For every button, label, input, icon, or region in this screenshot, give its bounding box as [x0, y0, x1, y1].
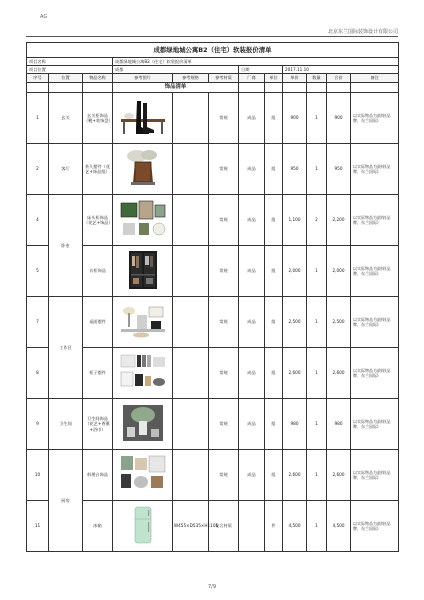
row-vendor: 成品: [239, 297, 265, 348]
row-remark: 以实际物品为最终(品牌，东兰国际): [351, 297, 399, 348]
row-vendor: 成品: [239, 246, 265, 297]
row-qty: 1: [307, 348, 327, 399]
row-location: 厨房: [49, 450, 83, 552]
col-header: 序号: [27, 74, 49, 83]
col-header: 参考规格: [173, 74, 209, 83]
row-location: 卧室: [49, 195, 83, 297]
row-item: 衣柜饰品: [83, 246, 113, 297]
row-item: 料理台饰品: [83, 450, 113, 501]
row-no: 2: [27, 144, 49, 195]
row-spec: [173, 297, 209, 348]
row-vendor: 成品: [239, 144, 265, 195]
desk-decor-image: [117, 301, 169, 341]
row-price: 2,000: [283, 246, 307, 297]
row-spec: [173, 450, 209, 501]
row-unit: 件: [265, 501, 283, 552]
page-number: 7/9: [207, 584, 217, 590]
row-image: [113, 297, 173, 348]
table-row: [27, 450, 399, 501]
row-image: [113, 93, 173, 144]
row-material: 常规: [209, 93, 239, 144]
table-row: [27, 348, 399, 399]
row-image: [113, 450, 173, 501]
row-total: 2,200: [327, 195, 351, 246]
vase-image: [117, 148, 169, 188]
row-price: 2,600: [283, 348, 307, 399]
row-unit: 组: [265, 93, 283, 144]
row-spec: [173, 195, 209, 246]
row-no: 1: [27, 93, 49, 144]
kitchen-decor-image: [117, 454, 169, 494]
row-image: [113, 195, 173, 246]
row-material: 常规: [209, 348, 239, 399]
date-label: 日期: [239, 66, 283, 74]
row-item: 玄关柜饰品（靴+装饰盘）: [83, 93, 113, 144]
row-item: 卫生间饰品（花艺+香薰+浴巾）: [83, 399, 113, 450]
project-name-label: 项目名称: [27, 58, 113, 66]
col-header: 位置: [49, 74, 83, 83]
col-header: 单价: [283, 74, 307, 83]
row-qty: 1: [307, 246, 327, 297]
row-price: 950: [283, 144, 307, 195]
table-row: [27, 144, 399, 195]
row-price: 900: [283, 93, 307, 144]
row-price: 980: [283, 399, 307, 450]
company-name: 北京东兰国际装饰设计有限公司: [327, 29, 398, 35]
row-no: 4: [27, 195, 49, 246]
row-no: 9: [27, 399, 49, 450]
row-no: 7: [27, 297, 49, 348]
row-image: [113, 246, 173, 297]
row-qty: 1: [307, 144, 327, 195]
row-total: 950: [327, 144, 351, 195]
quotation-table: [26, 42, 399, 552]
row-price: 1,100: [283, 195, 307, 246]
col-header: 数量: [307, 74, 327, 83]
row-spec: [173, 348, 209, 399]
row-vendor: [239, 501, 265, 552]
date-value: 2017.11.10: [283, 66, 399, 74]
row-total: 980: [327, 399, 351, 450]
row-total: 2,600: [327, 348, 351, 399]
corner-label: AG: [40, 14, 48, 20]
row-image: [113, 144, 173, 195]
row-price: 4,500: [283, 501, 307, 552]
row-no: 10: [27, 450, 49, 501]
row-material: 常规: [209, 246, 239, 297]
row-price: 2,500: [283, 297, 307, 348]
row-qty: 1: [307, 501, 327, 552]
wardrobe-image: [117, 250, 169, 290]
quotation-sheet: [26, 42, 398, 552]
row-no: 8: [27, 348, 49, 399]
row-vendor: 成品: [239, 195, 265, 246]
row-material: 复合材质: [209, 501, 239, 552]
row-item: 柜子摆件: [83, 348, 113, 399]
row-remark: 以实际物品为最终(品牌，东兰国际): [351, 93, 399, 144]
row-material: 常规: [209, 144, 239, 195]
row-unit: 组: [265, 399, 283, 450]
table-row: [27, 297, 399, 348]
table-row: [27, 195, 399, 246]
row-image: [113, 348, 173, 399]
row-no: 5: [27, 246, 49, 297]
row-total: 2,600: [327, 450, 351, 501]
row-material: 常规: [209, 297, 239, 348]
header-rule: [26, 36, 398, 37]
row-spec: [173, 93, 209, 144]
row-spec: [173, 144, 209, 195]
col-header: 厂商: [239, 74, 265, 83]
row-remark: 以实际物品为最终(品牌，东兰国际): [351, 144, 399, 195]
row-remark: 以实际物品为最终(品牌，东兰国际): [351, 195, 399, 246]
row-qty: 1: [307, 93, 327, 144]
col-header: 物品名称: [83, 74, 113, 83]
row-item: 床头柜饰品（花艺+饰品）: [83, 195, 113, 246]
row-unit: 组: [265, 144, 283, 195]
row-total: 2,500: [327, 297, 351, 348]
shelf-decor-image: [117, 352, 169, 392]
row-location: 工作区: [49, 297, 83, 399]
row-unit: 组: [265, 195, 283, 246]
table-row: [27, 93, 399, 144]
project-location-label: 项目位置: [27, 66, 113, 74]
row-vendor: 成品: [239, 93, 265, 144]
col-header: 合价: [327, 74, 351, 83]
col-header: 参考图片: [113, 74, 173, 83]
row-material: 常规: [209, 399, 239, 450]
row-vendor: 成品: [239, 450, 265, 501]
row-total: 4,500: [327, 501, 351, 552]
row-vendor: 成品: [239, 348, 265, 399]
row-material: 常规: [209, 450, 239, 501]
table-row: [27, 399, 399, 450]
row-total: 900: [327, 93, 351, 144]
row-no: 11: [27, 501, 49, 552]
project-location-value: 成都: [113, 66, 239, 74]
row-location: 客厅: [49, 144, 83, 195]
bathroom-decor-image: [117, 403, 169, 443]
project-name-value: 成都绿地城公寓B2（住宅）软装报价清单: [113, 58, 399, 66]
row-qty: 1: [307, 399, 327, 450]
row-item: 桌面摆件: [83, 297, 113, 348]
table-row: [27, 501, 399, 552]
row-image: [113, 399, 173, 450]
table-row: [27, 246, 399, 297]
column-headers: [27, 74, 399, 83]
row-qty: 1: [307, 450, 327, 501]
row-remark: 以实际物品为最终(品牌，东兰国际): [351, 348, 399, 399]
col-header: 备注: [351, 74, 399, 83]
row-spec: W455×D535×H1105: [173, 501, 209, 552]
row-unit: 组: [265, 246, 283, 297]
row-remark: 以实际物品为最终(品牌，东兰国际): [351, 246, 399, 297]
row-item: 冰箱: [83, 501, 113, 552]
row-spec: [173, 399, 209, 450]
row-remark: 以实际物品为最终(品牌，东兰国际): [351, 450, 399, 501]
frames-image: [117, 199, 169, 239]
col-header: 参考材质: [209, 74, 239, 83]
row-vendor: 成品: [239, 399, 265, 450]
row-unit: 组: [265, 297, 283, 348]
row-image: [113, 501, 173, 552]
row-unit: 组: [265, 348, 283, 399]
row-qty: 2: [307, 195, 327, 246]
boots-image: [117, 97, 169, 137]
sheet-title: 成都绿地城公寓B2（住宅）软装报价清单: [27, 43, 399, 58]
row-unit: 组: [265, 450, 283, 501]
col-header: 单位: [265, 74, 283, 83]
row-price: 2,600: [283, 450, 307, 501]
row-remark: 以实际物品为最终(品牌，东兰国际): [351, 399, 399, 450]
row-location: 玄关: [49, 93, 83, 144]
row-spec: [173, 246, 209, 297]
row-material: 常规: [209, 195, 239, 246]
row-qty: 1: [307, 297, 327, 348]
fridge-image: [117, 505, 169, 545]
section-label: 饰品清单: [113, 83, 239, 93]
row-location: 卫生间: [49, 399, 83, 450]
row-item: 茶几摆件（花艺+饰品组）: [83, 144, 113, 195]
row-remark: 以实际物品为最终(品牌，东兰国际): [351, 501, 399, 552]
row-total: 2,000: [327, 246, 351, 297]
